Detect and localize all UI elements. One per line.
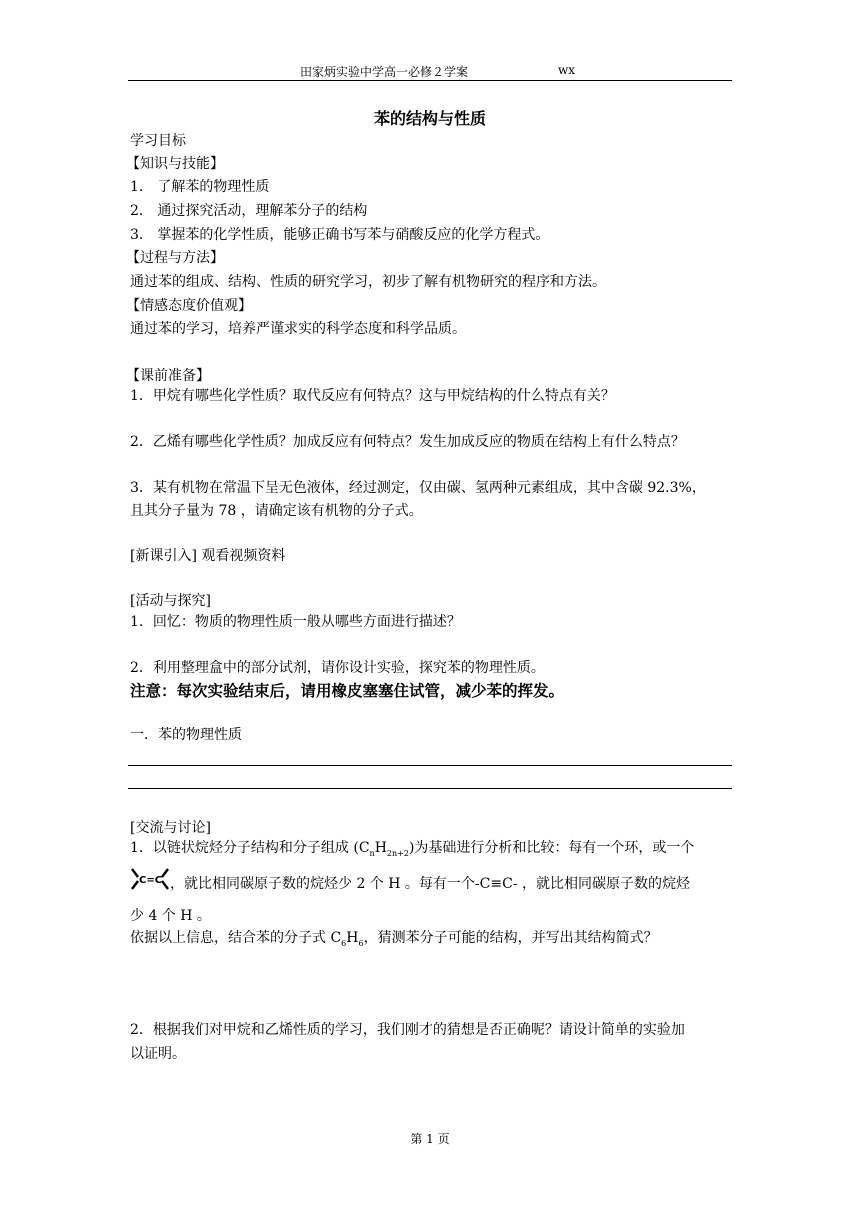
knowledge-item-2: 2． 通过探究活动，理解苯分子的结构	[130, 203, 368, 219]
emotion-heading: 【情感态度价值观】	[126, 298, 252, 314]
benzene-formula-suffix: ，猜测苯分子可能的结构，并写出其结构简式？	[363, 930, 658, 946]
page-header	[128, 60, 732, 81]
benzene-subscript-c: 6	[341, 938, 347, 948]
page-number: 第 1 页	[410, 1132, 450, 1146]
discussion-item-1-line-4	[130, 928, 658, 954]
new-lesson-intro: [新课引入] 观看视频资料	[130, 548, 286, 564]
double-bond-label: C=C	[139, 875, 163, 886]
objectives-heading: 学习目标	[130, 133, 186, 149]
activity-heading: [活动与探究]	[130, 593, 211, 609]
section-physical-properties: 一．苯的物理性质	[130, 727, 242, 743]
discussion-item-1-line-1	[130, 838, 694, 864]
prep-question-2: 2．乙烯有哪些化学性质？加成反应有何特点？发生加成反应的物质在结构上有什么特点？	[130, 434, 685, 450]
knowledge-item-1: 1． 了解苯的物理性质	[130, 179, 270, 195]
formula-subscript-n: n	[369, 848, 375, 858]
formula-subscript-2n2: 2n+2	[386, 848, 409, 858]
prep-heading: 【课前准备】	[126, 368, 210, 384]
answer-line-2	[128, 788, 732, 789]
page-title: 苯的结构与性质	[373, 109, 486, 128]
prep-question-1: 1．甲烷有哪些化学性质？取代反应有何特点？这与甲烷结构的什么特点有关？	[130, 388, 615, 404]
formula-prefix: 1．以链状烷烃分子结构和分子组成 (C	[130, 840, 370, 856]
discussion-item-1-line-3: 少 4 个 H 。	[130, 908, 211, 924]
header-school: 田家炳实验中学高一必修２学案	[300, 65, 469, 79]
header-author: wx	[558, 63, 576, 77]
activity-item-1: 1．回忆：物质的物理性质一般从哪些方面进行描述？	[130, 614, 461, 630]
safety-notice: 注意：每次实验结束后，请用橡皮塞塞住试管，减少苯的挥发。	[130, 682, 565, 700]
discussion-item-2-line-1: 2．根据我们对甲烷和乙烯性质的学习，我们刚才的猜想是否正确呢？请设计简单的实验加	[130, 1022, 685, 1038]
discussion-item-2-line-2: 以证明。	[130, 1046, 186, 1062]
formula-h: H	[374, 840, 387, 856]
prep-question-3-line-1: 3．某有机物在常温下呈无色液体，经过测定，仅由碳、氢两种元素组成，其中含碳 92.3%，	[130, 480, 706, 496]
double-bond-structure-icon	[128, 865, 172, 893]
benzene-formula-prefix: 依据以上信息，结合苯的分子式 C	[130, 930, 342, 946]
process-heading: 【过程与方法】	[126, 250, 224, 266]
knowledge-item-3: 3． 掌握苯的化学性质，能够正确书写苯与硝酸反应的化学方程式。	[130, 227, 550, 243]
discussion-item-1-line-2: ，就比相同碳原子数的烷烃少 2 个 H 。每有一个-C≡C- ，就比相同碳原子数的烷烃	[170, 876, 690, 892]
emotion-text: 通过苯的学习，培养严谨求实的科学态度和科学品质。	[130, 321, 466, 337]
answer-line-1	[128, 765, 732, 766]
activity-item-2: 2．利用整理盒中的部分试剂，请你设计实验，探究苯的物理性质。	[130, 660, 545, 676]
formula-suffix: )为基础进行分析和比较：每有一个环，或一个	[408, 840, 695, 856]
discussion-heading: [交流与讨论]	[130, 820, 211, 836]
prep-question-3-line-2: 且其分子量为 78 ，请确定该有机物的分子式。	[130, 503, 423, 519]
benzene-subscript-h: 6	[358, 938, 364, 948]
benzene-formula-h: H	[346, 930, 359, 946]
knowledge-heading: 【知识与技能】	[126, 156, 224, 172]
process-text: 通过苯的组成、结构、性质的研究学习，初步了解有机物研究的程序和方法。	[130, 274, 606, 290]
